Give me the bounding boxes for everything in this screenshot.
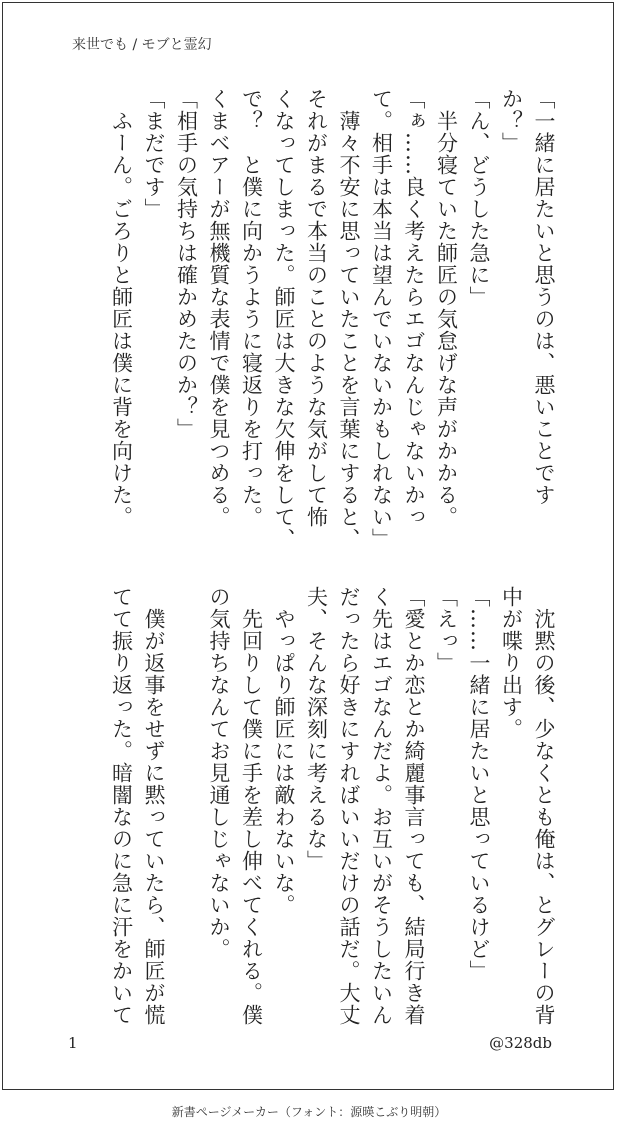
text-line: て。相手は本当は望んでいないかもしれない」 xyxy=(369,88,394,550)
text-line: 中が喋り出す。 xyxy=(499,586,524,740)
text-line: 僕が返事をせずに黙っていたら、師匠が慌 xyxy=(142,586,166,1026)
text-line-blank xyxy=(170,586,203,1010)
text-line: 「えっ」 xyxy=(434,586,459,674)
text-line: か？」 xyxy=(499,88,524,154)
page-number: 1 xyxy=(68,1034,78,1052)
text-line: 「相手の気持ちは確かめたのか？」 xyxy=(174,88,199,440)
text-line: くなってしまった。師匠は大きな欠伸をして、 xyxy=(272,88,296,550)
page-header-title: 来世でも / モブと霊幻 xyxy=(72,37,212,53)
text-line: 「愛とか恋とか綺麗事言っても、結局行き着 xyxy=(402,586,426,1026)
text-line: ふーん。ごろりと師匠は僕に背を向けた。 xyxy=(109,88,134,528)
text-block-bottom xyxy=(105,586,560,1026)
text-line: 夫、そんな深刻に考えるな」 xyxy=(304,586,329,872)
text-line: く先はエゴなんだよ。お互いがそうしたいん xyxy=(369,586,394,1026)
text-line: 「ん、どうした急に」 xyxy=(467,88,491,308)
text-line: 沈黙の後、少なくとも俺は、とグレーの背 xyxy=(532,586,556,1026)
author-handle: @328db xyxy=(489,1034,552,1052)
text-line: くまベアーが無機質な表情で僕を見つめる。 xyxy=(207,88,231,528)
text-line: 半分寝ていた師匠の気怠げな声がかかる。 xyxy=(434,88,459,528)
text-line: 「……一緒に居たいと思っているけど」 xyxy=(467,586,491,982)
text-line: 「ぁ……良く考えたらエゴなんじゃないかっ xyxy=(402,88,426,528)
text-line: てて振り返った。暗闇なのに急に汗をかいて xyxy=(109,586,134,1026)
text-line: で？ と僕に向かうように寝返りを打った。 xyxy=(239,88,264,528)
text-line: 先回りして僕に手を差し伸べてくれる。僕 xyxy=(239,586,264,1026)
text-line: やっぱり師匠には敵わないな。 xyxy=(272,586,296,916)
text-line: 「まだです」 xyxy=(142,88,166,220)
footer-credit: 新書ページメーカー（フォント：源暎こぶり明朝） xyxy=(171,1105,447,1119)
text-line: の気持ちなんてお見通しじゃないか。 xyxy=(207,586,231,960)
text-line: 薄々不安に思っていたことを言葉にすると、 xyxy=(337,88,361,550)
text-block-top xyxy=(105,88,560,550)
text-line: 「一緒に居たいと思うのは、悪いことです xyxy=(532,88,556,506)
text-line: それがまるで本当のことのような気がして怖 xyxy=(304,88,329,528)
text-line: だったら好きにすればいいだけの話だ。大丈 xyxy=(337,586,361,1026)
